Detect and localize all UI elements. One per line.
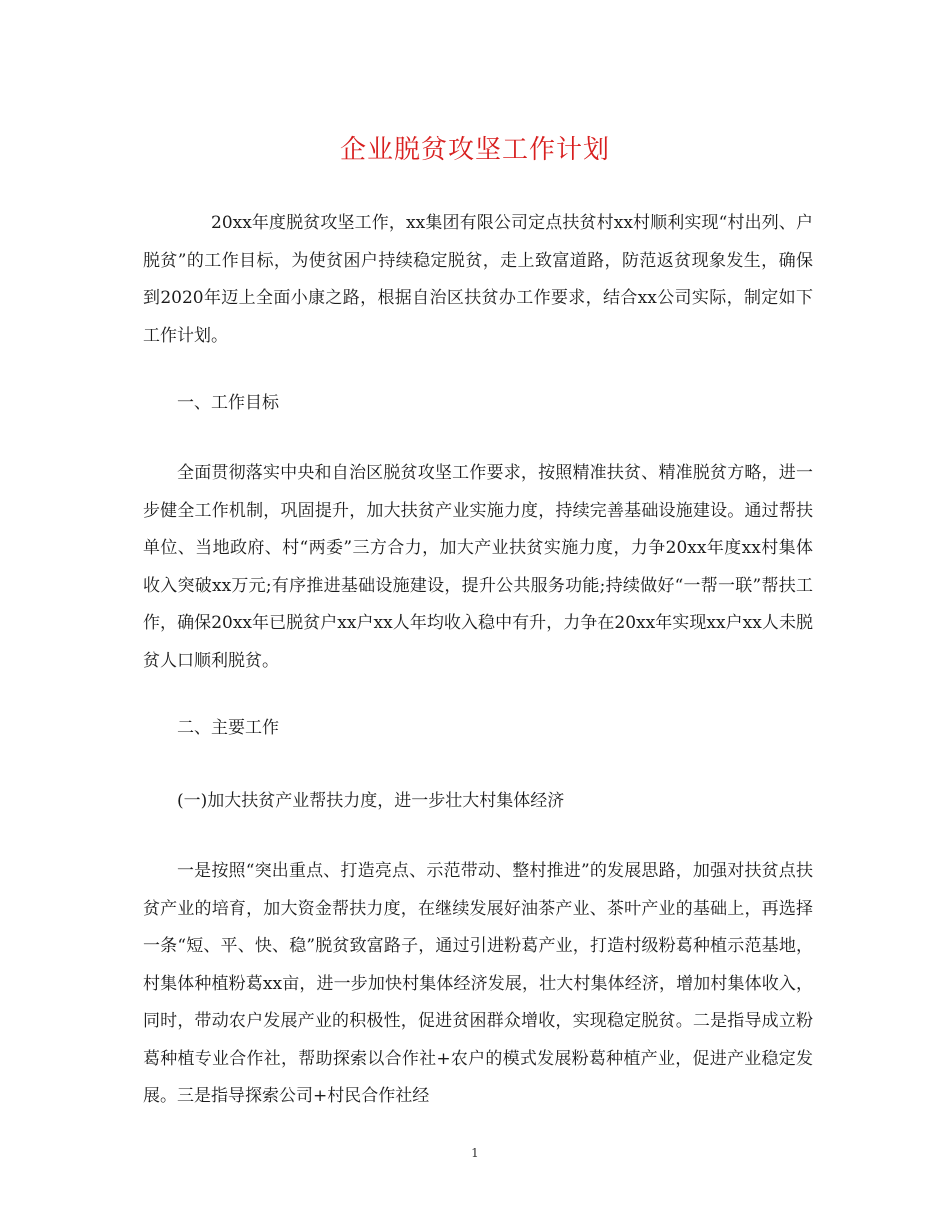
document-title: 企业脱贫攻坚工作计划 [339, 135, 610, 165]
page-number: 1 [471, 1146, 479, 1160]
intro-paragraph: 20xx年度脱贫攻坚工作，xx集团有限公司定点扶贫村xx村顺利实现“村出列、户脱贫”的工作目标，为使贫困户持续稳定脱贫，走上致富道路，防范返贫现象发生，确保到2020年迈上全面小康之路，根据自治区扶贫办工作要求，结合xx公司实际，制定如下工作计划。 [143, 213, 813, 346]
section-heading-main-work: 二、主要工作 [177, 718, 279, 738]
subsection-heading-industry: (一)加大扶贫产业帮扶力度，进一步壮大村集体经济 [177, 791, 565, 811]
goals-paragraph: 全面贯彻落实中央和自治区脱贫攻坚工作要求，按照精准扶贫、精准脱贫方略，进一步健全工作机制，巩固提升，加大扶贫产业实施力度，持续完善基础设施建设。通过帮扶单位、当地政府、村“两委”三方合力，加大产业扶贫实施力度，力争20xx年度xx村集体收入突破xx万元;有序推进基础设施建设，提升公共服务功能;持续做好“一帮一联”帮扶工作，确保20xx年已脱贫户xx户xx人年均收入稳中有升，力争在20xx年实现xx户xx人未脱贫人口顺利脱贫。 [143, 463, 813, 671]
industry-work-paragraph: 一是按照“突出重点、打造亮点、示范带动、整村推进”的发展思路，加强对扶贫点扶贫产业的培育，加大资金帮扶力度，在继续发展好油茶产业、茶叶产业的基础上，再选择一条“短、平、快、稳”脱贫致富路子，通过引进粉葛产业，打造村级粉葛种植示范基地，村集体种植粉葛xx亩，进一步加快村集体经济发展，壮大村集体经济，增加村集体收入，同时，带动农户发展产业的积极性，促进贫困群众增收，实现稳定脱贫。二是指导成立粉葛种植专业合作社，帮助探索以合作社+农户的模式发展粉葛种植产业，促进产业稳定发展。三是指导探索公司+村民合作社经 [143, 861, 813, 1106]
section-heading-goals: 一、工作目标 [177, 393, 279, 413]
